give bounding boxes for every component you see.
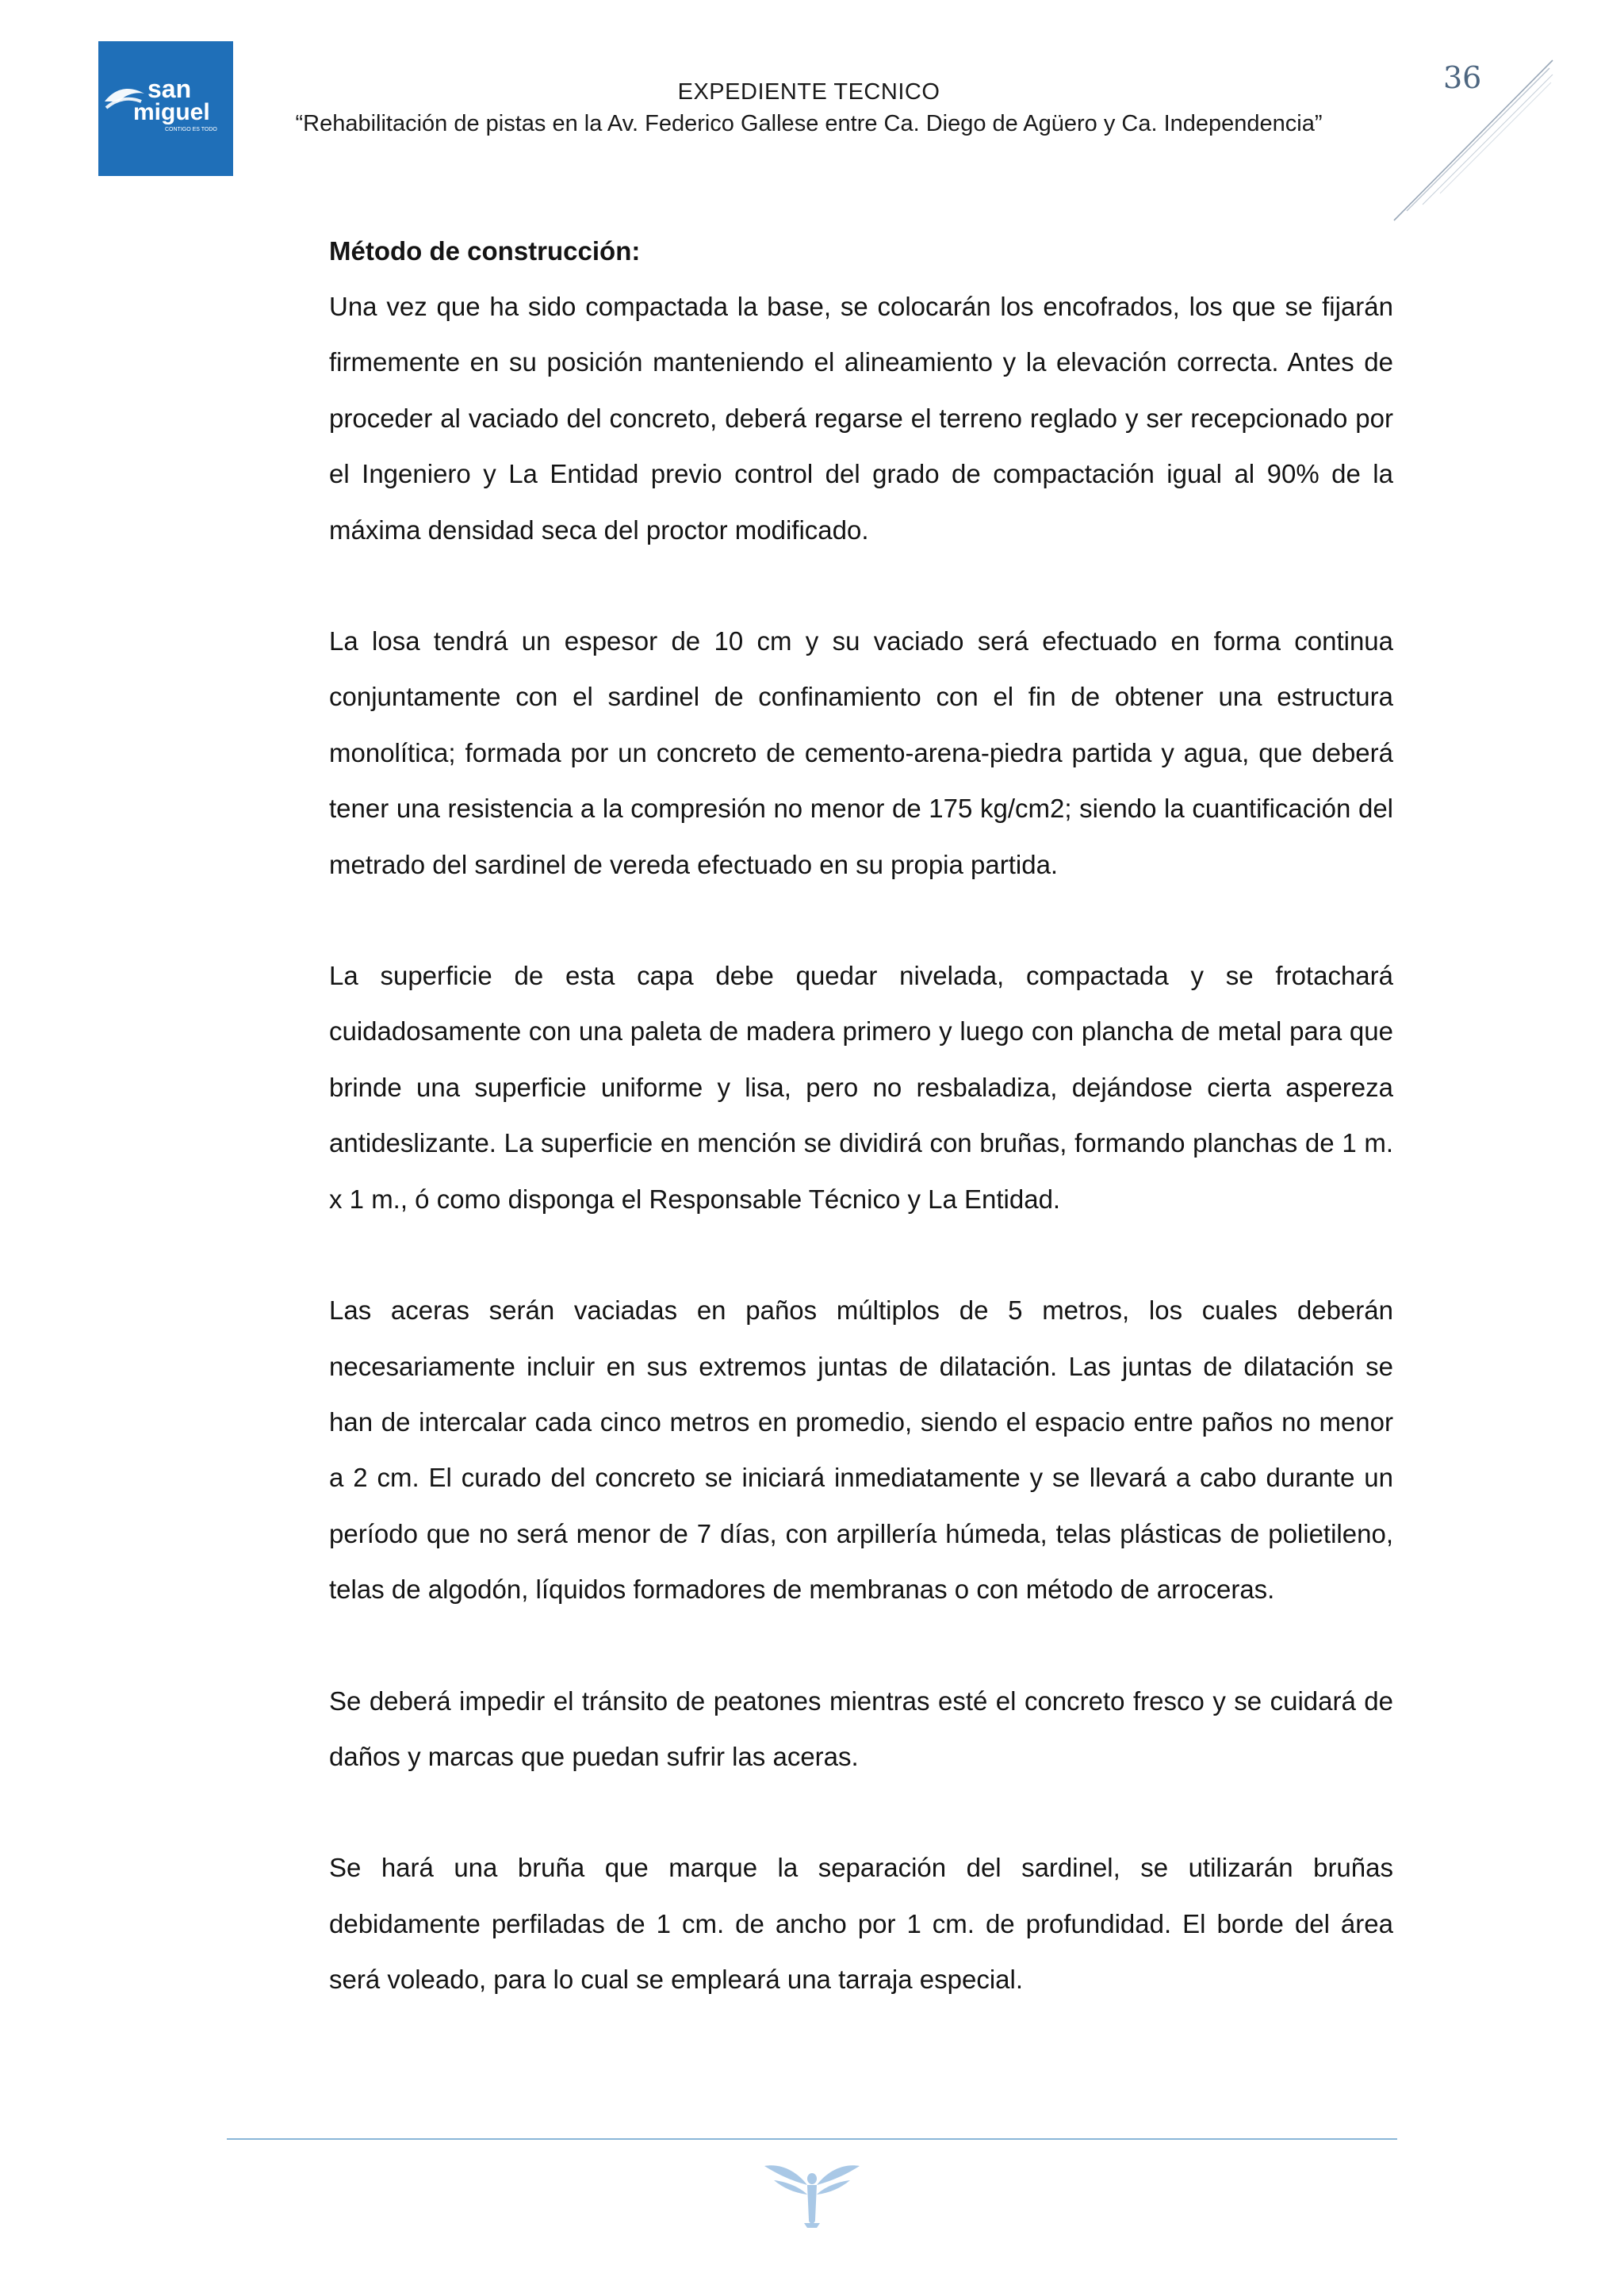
footer-rule [227, 2138, 1397, 2140]
paragraph-sidewalk-joints: Las aceras serán vaciadas en paños múltiplos de 5 metros, los cuales deberán necesariamente incluir en sus extremos juntas de dilatación. Las juntas de dilatación se han de intercalar cada cinco metros en promedio, siendo el espacio entre paños no menor a 2 cm. El curado del concreto se iniciará inmediatamente y se llevará a cabo durante un período que no será menor de 7 días, con arpillería húmeda, telas plásticas de polietileno, telas de algodón, líquidos formadores de membranas o con método de arroceras. [329, 1295, 1393, 1605]
paragraph-surface-finish: La superficie de esta capa debe quedar nivelada, compactada y se frotachará cuidadosamente con una paleta de madera primero y luego con plancha de metal para que brinde una superficie uniforme y lisa, pero no resbaladiza, dejándose cierta aspereza antideslizante. La superficie en mención se dividirá con bruñas, formando planchas de 1 m. x 1 m., ó como disponga el Responsable Técnico y La Entidad. [329, 961, 1393, 1214]
corner-decoration-icon [1380, 55, 1554, 230]
page-number: 36 [1443, 60, 1482, 95]
document-header [238, 76, 1380, 140]
municipality-logo [98, 41, 233, 176]
project-title: “Rehabilitación de pistas en la Av. Federico Gallese entre Ca. Diego de Agüero y Ca. Independencia” [295, 111, 1323, 136]
logo-text-miguel: miguel [133, 99, 210, 125]
paragraph-formwork: Una vez que ha sido compactada la base, se colocarán los encofrados, los que se fijarán firmemente en su posición manteniendo el alineamiento y la elevación correcta. Antes de proceder al vaciado del concreto, deberá regarse el terreno reglado y ser recepcionado por el Ingeniero y La Entidad previo control del grado de compactación igual al 90% de la máxima densidad seca del proctor modificado. [329, 292, 1393, 545]
paragraph-pedestrian-restriction: Se deberá impedir el tránsito de peatones mientras esté el concreto fresco y se cuidará de daños y marcas que puedan sufrir las aceras. [329, 1686, 1393, 1771]
document-body [329, 224, 1393, 2008]
san-miguel-emblem-icon [761, 2158, 863, 2229]
section-title: Método de construcción: [329, 236, 641, 266]
logo-text-san: san [147, 75, 192, 103]
paragraph-slab: La losa tendrá un espesor de 10 cm y su vaciado será efectuado en forma continua conjuntamente con el sardinel de confinamiento con el fin de obtener una estructura monolítica; formada por un concreto de cemento-arena-piedra partida y agua, que deberá tener una resistencia a la compresión no menor de 175 kg/cm2; siendo la cuantificación del metrado del sardinel de vereda efectuado en su propia partida. [329, 626, 1393, 879]
logo-tagline: CONTIGO ES TODO [165, 127, 217, 132]
paragraph-curb-groove: Se hará una bruña que marque la separación del sardinel, se utilizarán bruñas debidamente perfiladas de 1 cm. de ancho por 1 cm. de profundidad. El borde del área será voleado, para lo cual se empleará una tarraja especial. [329, 1853, 1393, 1995]
document-type: EXPEDIENTE TECNICO [677, 79, 940, 105]
